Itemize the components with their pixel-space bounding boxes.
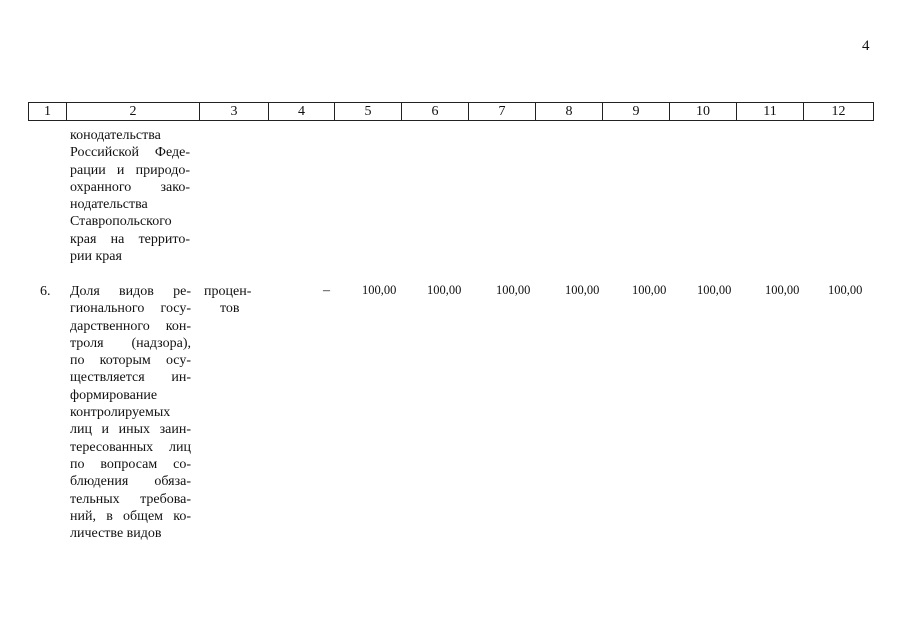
- row-6-value-col12: 100,00: [828, 283, 863, 297]
- row-6-indicator-text: [70, 283, 191, 542]
- text-line: личестве видов: [70, 526, 162, 542]
- page-number: 4: [862, 38, 870, 54]
- column-header-12: 12: [804, 103, 874, 121]
- text-line: контролируемых: [70, 405, 171, 421]
- column-header-11: 11: [737, 103, 804, 121]
- column-header-9: 9: [603, 103, 670, 121]
- row-6-value-col10: 100,00: [697, 283, 732, 297]
- text-line: процен-: [204, 284, 252, 299]
- row-6-unit: [204, 283, 251, 318]
- text-line: конодательства: [70, 128, 161, 143]
- column-header-5: 5: [335, 103, 402, 121]
- text-line: тельных требова-: [70, 491, 191, 507]
- text-line: ществляется ин-: [70, 370, 191, 386]
- text-line: Доля видов ре-: [70, 284, 191, 299]
- column-header-7: 7: [469, 103, 536, 121]
- text-line: ний, в общем ко-: [70, 508, 191, 524]
- column-header-row: [28, 102, 874, 121]
- text-line: лиц и иных заин-: [70, 422, 191, 438]
- column-header-6: 6: [402, 103, 469, 121]
- text-line: тересованных лиц: [70, 439, 191, 455]
- continued-row-text: [70, 127, 190, 265]
- text-line: охранного зако-: [70, 179, 190, 195]
- column-header-4: 4: [269, 103, 335, 121]
- row-6-number: 6.: [40, 284, 51, 299]
- text-line: Ставропольского: [70, 214, 172, 230]
- column-header-8: 8: [536, 103, 603, 121]
- row-6-value-col5: 100,00: [362, 283, 397, 297]
- text-line: края на террито-: [70, 231, 190, 247]
- text-line: по вопросам со-: [70, 456, 191, 472]
- text-line: тов: [220, 301, 240, 317]
- column-header-1: 1: [29, 103, 67, 121]
- text-line: дарственного кон-: [70, 318, 191, 334]
- text-line: блюдения обяза-: [70, 474, 191, 490]
- row-6-value-col11: 100,00: [765, 283, 800, 297]
- column-header-3: 3: [200, 103, 269, 121]
- row-6-value-col8: 100,00: [565, 283, 600, 297]
- text-line: троля (надзора),: [70, 335, 191, 351]
- row-6-value-col9: 100,00: [632, 283, 667, 297]
- text-line: по которым осу-: [70, 353, 191, 369]
- text-line: гионального госу-: [70, 301, 191, 317]
- text-line: Российской Феде-: [70, 145, 190, 161]
- column-header-2: 2: [67, 103, 200, 121]
- row-6-value-col7: 100,00: [496, 283, 531, 297]
- text-line: рии края: [70, 249, 122, 265]
- text-line: нодательства: [70, 197, 148, 213]
- text-line: рации и природо-: [70, 162, 190, 178]
- column-header-10: 10: [670, 103, 737, 121]
- row-6-col4-dash: –: [323, 283, 330, 298]
- text-line: формирование: [70, 387, 158, 403]
- row-6-value-col6: 100,00: [427, 283, 462, 297]
